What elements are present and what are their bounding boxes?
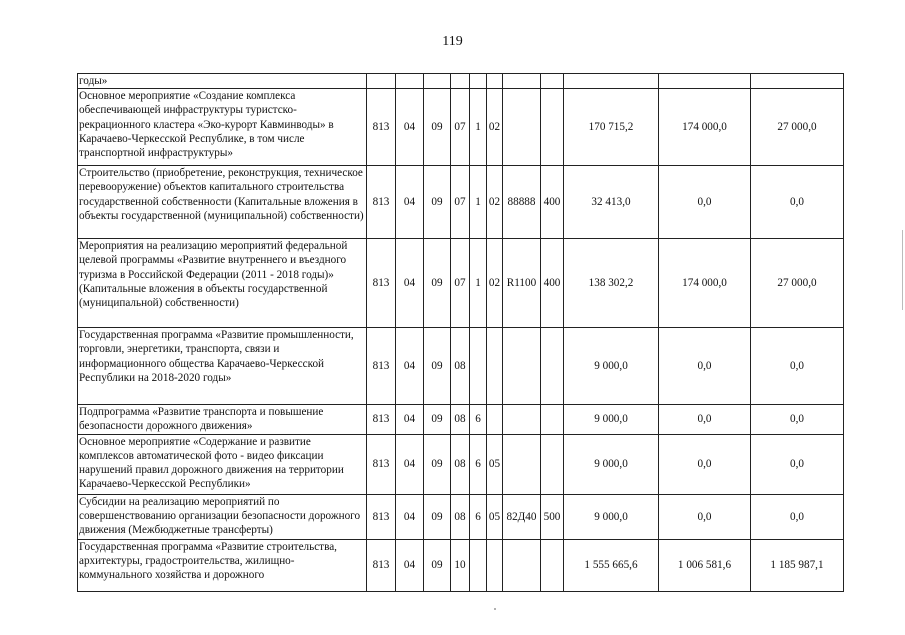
amount-year-2: 0,0 (659, 494, 751, 539)
table-row (78, 74, 844, 89)
row-description: годы» (78, 74, 367, 89)
amount-year-3: 1 185 987,1 (751, 539, 844, 591)
code-ministry (367, 74, 396, 89)
code-section: 04 (396, 239, 424, 328)
row-description: Основное мероприятие «Создание комплекса обеспечивающей инфраструктуры туристско-рекрационного кластера «Эко-курорт Кавминводы» в Карачаево-Черкесской Республике, в том числе транспортной инфраструктуры» (78, 89, 367, 166)
code-event: 05 (487, 434, 503, 494)
code-direction (503, 405, 541, 434)
code-subprogram: 6 (470, 494, 487, 539)
page-number: 119 (442, 34, 463, 49)
code-ministry: 813 (367, 434, 396, 494)
amount-year-3: 0,0 (751, 328, 844, 405)
amount-year-2: 0,0 (659, 328, 751, 405)
amount-year-3: 0,0 (751, 166, 844, 239)
code-program: 08 (451, 405, 470, 434)
code-direction (503, 89, 541, 166)
row-description: Государственная программа «Развитие промышленности, торговли, энергетики, транспорта, связи и информационного общества Карачаево-Черкесской Республики на 2018-2020 годы» (78, 328, 367, 405)
code-direction (503, 434, 541, 494)
code-direction: R1100 (503, 239, 541, 328)
code-event (487, 539, 503, 591)
row-description: Субсидии на реализацию мероприятий по совершенствованию организации безопасности дорожного движения (Межбюджетные трансферты) (78, 494, 367, 539)
amount-year-1 (564, 74, 659, 89)
code-program: 07 (451, 89, 470, 166)
code-program: 08 (451, 434, 470, 494)
code-ministry: 813 (367, 494, 396, 539)
row-description: Строительство (приобретение, реконструкция, техническое перевооружение) объектов капитального строительства государственной собственности (Капитальные вложения в объекты государственной (муниципальной) собственности) (78, 166, 367, 239)
table-row (78, 405, 844, 434)
code-ministry: 813 (367, 539, 396, 591)
code-ministry: 813 (367, 328, 396, 405)
budget-table (77, 73, 844, 592)
code-event: 02 (487, 89, 503, 166)
code-subprogram (470, 74, 487, 89)
code-subsection: 09 (424, 239, 451, 328)
code-subprogram (470, 328, 487, 405)
amount-year-1: 138 302,2 (564, 239, 659, 328)
row-description: Основное мероприятие «Содержание и развитие комплексов автоматической фото - видео фиксации нарушений правил дорожного движения на территории Карачаево-Черкесской Республики» (78, 434, 367, 494)
table-row (78, 89, 844, 166)
code-event: 05 (487, 494, 503, 539)
scan-artifact-dot (494, 608, 496, 610)
amount-year-2: 0,0 (659, 405, 751, 434)
table-row (78, 328, 844, 405)
code-expense-type (541, 328, 564, 405)
amount-year-1: 1 555 665,6 (564, 539, 659, 591)
table-row (78, 239, 844, 328)
code-direction: 82Д40 (503, 494, 541, 539)
code-subsection: 09 (424, 328, 451, 405)
amount-year-3: 0,0 (751, 405, 844, 434)
code-section: 04 (396, 539, 424, 591)
code-subsection: 09 (424, 89, 451, 166)
code-subprogram: 1 (470, 89, 487, 166)
code-direction (503, 328, 541, 405)
code-program: 10 (451, 539, 470, 591)
table-row (78, 166, 844, 239)
code-section: 04 (396, 89, 424, 166)
amount-year-2: 1 006 581,6 (659, 539, 751, 591)
code-event (487, 405, 503, 434)
amount-year-1: 32 413,0 (564, 166, 659, 239)
amount-year-1: 170 715,2 (564, 89, 659, 166)
amount-year-2: 0,0 (659, 434, 751, 494)
amount-year-3: 0,0 (751, 434, 844, 494)
amount-year-2: 174 000,0 (659, 239, 751, 328)
code-subprogram: 1 (470, 239, 487, 328)
code-section: 04 (396, 405, 424, 434)
code-expense-type (541, 89, 564, 166)
code-event (487, 328, 503, 405)
code-ministry: 813 (367, 405, 396, 434)
scan-edge-mark (902, 230, 903, 310)
code-expense-type (541, 74, 564, 89)
code-subprogram: 1 (470, 166, 487, 239)
code-program: 07 (451, 166, 470, 239)
code-event (487, 74, 503, 89)
code-event: 02 (487, 166, 503, 239)
code-program (451, 74, 470, 89)
code-ministry: 813 (367, 89, 396, 166)
code-expense-type: 500 (541, 494, 564, 539)
code-expense-type: 400 (541, 166, 564, 239)
code-ministry: 813 (367, 239, 396, 328)
code-expense-type (541, 405, 564, 434)
code-expense-type (541, 539, 564, 591)
amount-year-3: 27 000,0 (751, 239, 844, 328)
code-ministry: 813 (367, 166, 396, 239)
amount-year-2 (659, 74, 751, 89)
code-subsection (424, 74, 451, 89)
code-expense-type: 400 (541, 239, 564, 328)
code-subsection: 09 (424, 434, 451, 494)
row-description: Мероприятия на реализацию мероприятий федеральной целевой программы «Развитие внутреннего и въездного туризма в Российской Федерации (2011 - 2018 годы)» (Капитальные вложения в объекты государственной (муниципальной) собственности) (78, 239, 367, 328)
amount-year-1: 9 000,0 (564, 328, 659, 405)
code-subprogram: 6 (470, 434, 487, 494)
table-row (78, 494, 844, 539)
code-event: 02 (487, 239, 503, 328)
amount-year-1: 9 000,0 (564, 494, 659, 539)
code-section (396, 74, 424, 89)
code-subsection: 09 (424, 494, 451, 539)
amount-year-1: 9 000,0 (564, 405, 659, 434)
code-subprogram: 6 (470, 405, 487, 434)
table-row (78, 539, 844, 591)
code-section: 04 (396, 494, 424, 539)
code-direction (503, 74, 541, 89)
amount-year-2: 0,0 (659, 166, 751, 239)
code-program: 08 (451, 328, 470, 405)
code-program: 07 (451, 239, 470, 328)
amount-year-2: 174 000,0 (659, 89, 751, 166)
code-section: 04 (396, 328, 424, 405)
row-description: Подпрограмма «Развитие транспорта и повышение безопасности дорожного движения» (78, 405, 367, 434)
code-subsection: 09 (424, 166, 451, 239)
amount-year-3: 0,0 (751, 494, 844, 539)
code-direction: 88888 (503, 166, 541, 239)
amount-year-3: 27 000,0 (751, 89, 844, 166)
amount-year-1: 9 000,0 (564, 434, 659, 494)
code-expense-type (541, 434, 564, 494)
code-subprogram (470, 539, 487, 591)
row-description: Государственная программа «Развитие строительства, архитектуры, градостроительства, жилищно-коммунального хозяйства и дорожного (78, 539, 367, 591)
code-section: 04 (396, 166, 424, 239)
amount-year-3 (751, 74, 844, 89)
table-row (78, 434, 844, 494)
code-section: 04 (396, 434, 424, 494)
code-subsection: 09 (424, 539, 451, 591)
code-program: 08 (451, 494, 470, 539)
code-direction (503, 539, 541, 591)
code-subsection: 09 (424, 405, 451, 434)
